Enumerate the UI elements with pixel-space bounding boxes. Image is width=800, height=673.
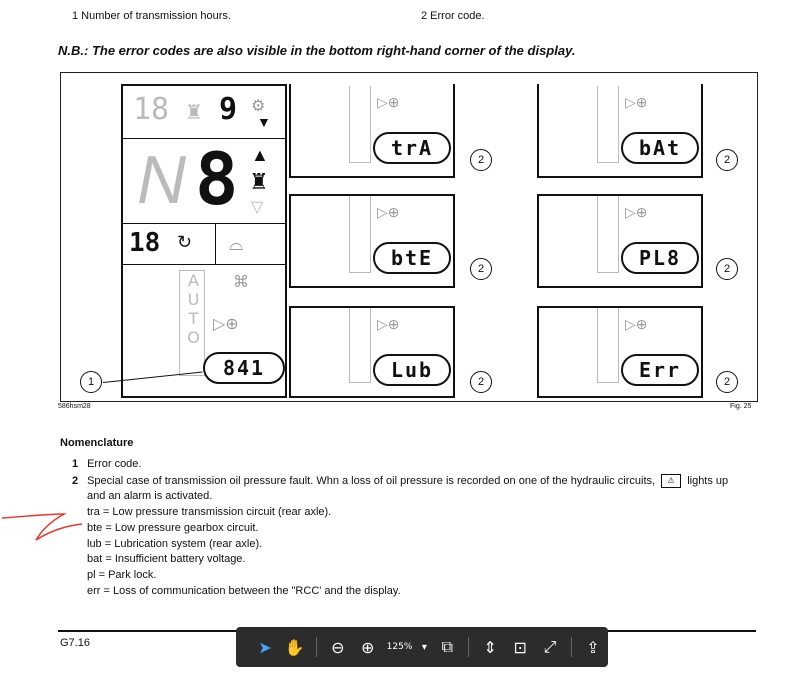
hydraulic-icon: ▷⊕ (625, 316, 648, 332)
nomenclature-title: Nomenclature (60, 437, 134, 449)
oil-pressure-warning-icon: ⚠ (661, 474, 681, 488)
code-def-tra: tra = Low pressure transmission circuit (rear axle). (87, 506, 332, 518)
mid-small-digits: 18 (129, 228, 161, 258)
rotate-page-icon[interactable]: ⧉ (441, 637, 454, 656)
auto-column (597, 308, 619, 383)
code-err: Err (621, 354, 699, 386)
auto-column (349, 196, 371, 273)
panel-tra (289, 84, 455, 178)
hydraulic-icon: ▷⊕ (377, 94, 400, 110)
top-item-2: 2 Error code. (421, 10, 485, 22)
mid-divider (215, 224, 216, 264)
zoom-out-icon[interactable]: ⊖ (331, 637, 345, 657)
panel-lub (289, 306, 455, 398)
callout-1: 1 (80, 371, 102, 393)
down-outline-arrow-icon: ▽ (251, 199, 264, 216)
left-top-small-digits: 18 (133, 92, 170, 127)
figure-id: 586hsm28 (58, 403, 91, 410)
zoom-in-icon[interactable]: ⊕ (360, 637, 375, 657)
top-item-1: 1 Number of transmission hours. (72, 10, 231, 22)
code-def-lub: lub = Lubrication system (rear axle). (87, 538, 263, 550)
hydraulic-icon: ▷⊕ (625, 94, 648, 110)
nomenclature-item-1 (72, 458, 141, 470)
select-pointer-icon[interactable]: ➤ (258, 637, 272, 657)
fit-height-icon[interactable]: ⇕ (483, 637, 497, 657)
code-def-err: err = Loss of communication between the "RCC' and the display. (87, 585, 401, 597)
code-bat: bAt (621, 132, 699, 164)
item-2-text: Special case of transmission oil pressure fault. Whn a loss of oil pressure is recorded on one of the hydraulic circuits, (87, 474, 656, 487)
panel-bte (289, 194, 455, 288)
hydraulic-icon: ▷⊕ (213, 316, 239, 333)
left-gear-row (123, 139, 285, 224)
callout-2f: 2 (716, 371, 738, 393)
panel-pl (537, 194, 703, 288)
neutral-letter: N (137, 142, 187, 218)
left-top-digit: 9 (219, 92, 238, 127)
return-arrow-icon: ↻ (177, 232, 193, 252)
item-1-number: 1 (72, 458, 79, 470)
left-mid-row (123, 224, 285, 265)
toolbar-separator (571, 637, 572, 657)
toolbar-separator (468, 637, 469, 657)
auto-column (349, 308, 371, 383)
nomenclature-item-2 (72, 474, 728, 488)
hydraulic-icon: ▷⊕ (377, 316, 400, 332)
code-lub: Lub (373, 354, 451, 386)
item-2-number: 2 (72, 474, 79, 487)
code-bte: btE (373, 242, 451, 274)
left-hours-code: 841 (203, 352, 285, 384)
auto-vertical-label (179, 270, 205, 376)
callout-2e: 2 (470, 371, 492, 393)
diff-lock-icon: ⌘ (233, 274, 249, 291)
panel-bat (537, 84, 703, 178)
implement-icon: ⌓ (229, 234, 244, 254)
down-arrow-icon: ▼ (257, 114, 271, 130)
pto-icon: ⚙ (251, 98, 266, 115)
item-1-text: Error code. (87, 458, 142, 470)
item-2-text-end: lights up (687, 474, 729, 487)
code-tra: trA (373, 132, 451, 164)
item-2-line-2: and an alarm is activated. (87, 490, 213, 502)
hand-pan-icon[interactable]: ✋ (284, 637, 305, 657)
code-def-bat: bat = Insufficient battery voltage. (87, 553, 246, 565)
auto-column (597, 86, 619, 163)
chevron-down-icon[interactable]: ▾ (421, 641, 427, 653)
code-pl: PL8 (621, 242, 699, 274)
toolbar-separator (316, 637, 317, 657)
left-top-row (123, 86, 285, 139)
panel-err (537, 306, 703, 398)
fullscreen-icon[interactable]: ⤢ (543, 637, 557, 656)
fit-page-icon[interactable]: ⊡ (513, 637, 527, 657)
tractor-icon: ♜ (249, 169, 269, 194)
page-reference: G7.16 (60, 637, 90, 649)
code-def-bte: bte = Low pressure gearbox circuit. (87, 522, 259, 534)
callout-2c: 2 (470, 258, 492, 280)
gear-digit: 8 (195, 137, 239, 221)
up-arrow-icon: ▲ (251, 145, 269, 165)
auto-column (597, 196, 619, 273)
auto-column (349, 86, 371, 163)
hydraulic-icon: ▷⊕ (625, 204, 648, 220)
zoom-level[interactable]: 125% (386, 642, 413, 652)
figure-caption: Fig. 25 (730, 403, 752, 410)
red-annotation-arrow (0, 500, 86, 550)
tractor-rear-icon: ♜ (185, 102, 203, 124)
callout-2b: 2 (716, 149, 738, 171)
hydraulic-icon: ▷⊕ (377, 204, 400, 220)
pdf-viewer-toolbar (236, 627, 608, 667)
left-display-panel (121, 84, 287, 398)
callout-2d: 2 (716, 258, 738, 280)
callout-2a: 2 (470, 149, 492, 171)
share-upload-icon[interactable]: ⇪ (586, 637, 600, 657)
nb-note: N.B.: The error codes are also visible in the bottom right-hand corner of the display. (58, 43, 576, 58)
auto-text: AUTO (184, 271, 203, 347)
code-def-pl: pl = Park lock. (87, 569, 157, 581)
